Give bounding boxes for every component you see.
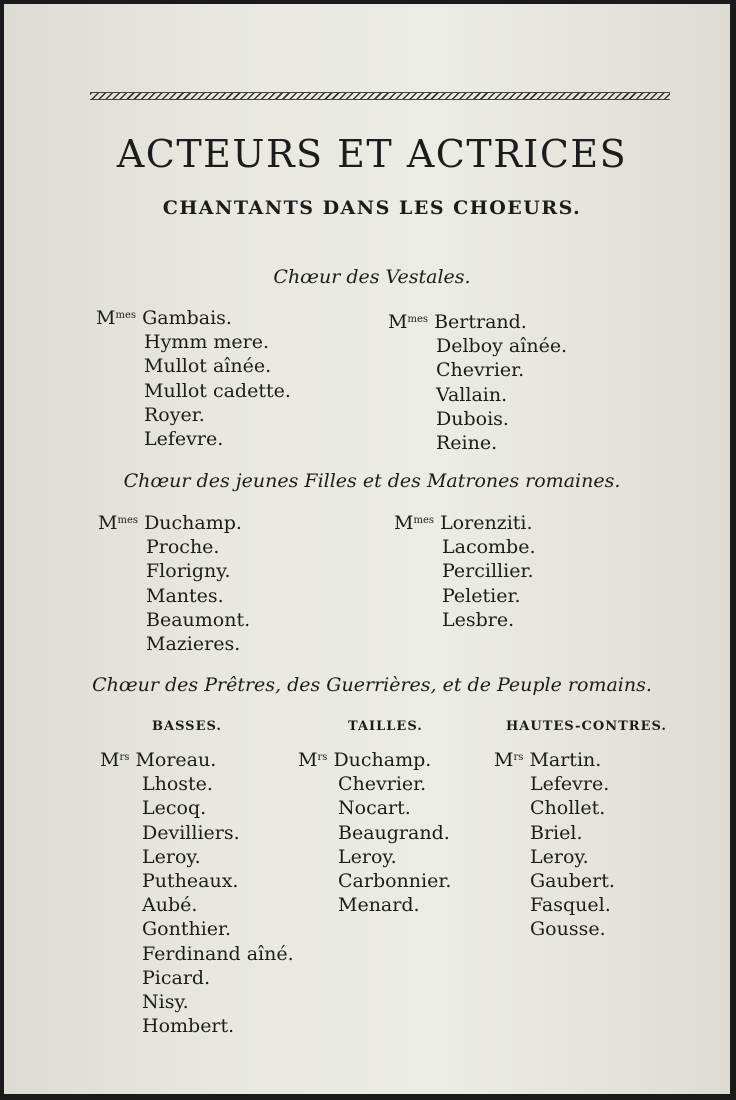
prefix-superscript: rs [317,752,328,763]
section-heading-vestales: Chœur des Vestales. [273,266,471,288]
list-item: Beaugrand. [338,821,450,844]
prefix-label: $M^{mes}$ [388,311,429,333]
basses-column [100,746,294,1038]
name: Lorenziti. [440,512,533,534]
list-item: Devilliers. [142,821,240,844]
list-item: Lesbre. [442,608,515,631]
name: Duchamp. [333,749,432,771]
list-item: Menard. [338,894,420,917]
list-item: Carbonnier. [338,870,452,893]
list-item: Leroy. [530,845,589,868]
prefix-superscript: mes [413,515,435,526]
list-item [100,746,294,772]
list-item: Chevrier. [436,359,525,382]
list-item: Lefevre. [530,773,610,796]
page-subtitle: CHANTANTS DANS LES CHOEURS. [162,197,582,219]
name: Duchamp. [144,512,242,534]
column-title-hautes-contres: HAUTES-CONTRES. [506,719,667,734]
list-item: Nisy. [142,991,189,1014]
list-item: Leroy. [338,845,397,868]
prefix-superscript: rs [513,752,524,763]
list-item [98,509,250,535]
list-item [298,746,451,772]
list-item: Royer. [144,403,205,426]
list-item: Chevrier. [338,773,427,796]
list-item: Hymm mere. [144,331,270,354]
list-item: Putheaux. [142,870,239,893]
list-item: Gousse. [530,918,606,941]
page-title: ACTEURS ET ACTRICES [116,132,628,176]
name: Moreau. [135,749,217,771]
vestales-right-column [388,308,567,455]
list-item: Reine. [436,432,498,455]
list-item: Percillier. [442,560,534,583]
list-item: Mantes. [146,584,224,607]
list-item: Nocart. [338,797,411,820]
list-item: Peletier. [442,584,521,607]
list-item: Proche. [146,536,220,559]
name: Gambais. [142,307,232,329]
list-item: Lacombe. [442,536,536,559]
prefix-superscript: rs [119,752,130,763]
filles-right-column [394,509,536,632]
list-item [494,746,615,772]
prefix-superscript: mes [117,515,139,526]
prefix-superscript: mes [407,314,429,325]
list-item: Lefevre. [144,428,224,451]
list-item: Mullot aînée. [144,355,272,378]
ornamental-rule [90,92,670,100]
list-item: Dubois. [436,407,509,430]
prefix-superscript: mes [115,310,137,321]
list-item: Gaubert. [530,870,615,893]
list-item [96,304,291,330]
vestales-left-column [96,304,291,451]
book-page [4,4,730,1094]
list-item: Picard. [142,966,211,989]
filles-left-column [98,509,250,656]
list-item: Florigny. [146,560,231,583]
prefix-label: $M^{rs}$ [298,749,328,771]
prefix-label: $M^{rs}$ [494,749,524,771]
list-item: Leroy. [142,845,201,868]
list-item: Lecoq. [142,797,207,820]
list-item: Mullot cadette. [144,379,291,402]
list-item: Fasquel. [530,894,611,917]
list-item: Ferdinand aîné. [142,942,294,965]
list-item [388,308,567,334]
tailles-column [298,746,451,917]
section-heading-pretres: Chœur des Prêtres, des Guerrières, et de Peuple romains. [92,674,652,696]
column-title-tailles: TAILLES. [348,719,423,734]
prefix-label: $M^{mes}$ [98,512,139,534]
prefix-label: $M^{mes}$ [394,512,435,534]
column-title-basses: BASSES. [152,719,222,734]
list-item: Mazieres. [146,633,241,656]
name: Bertrand. [434,311,527,333]
prefix-label: $M^{rs}$ [100,749,130,771]
list-item: Gonthier. [142,918,232,941]
list-item: Beaumont. [146,608,251,631]
list-item: Vallain. [436,383,508,406]
list-item: Delboy aînée. [436,335,568,358]
list-item: Briel. [530,821,583,844]
list-item: Lhoste. [142,773,213,796]
list-item: Aubé. [142,894,198,917]
hautes-contres-column [494,746,615,942]
section-heading-filles-matrones: Chœur des jeunes Filles et des Matrones romaines. [123,470,621,492]
list-item: Hombert. [142,1015,235,1038]
name: Martin. [529,749,602,771]
list-item [394,509,536,535]
list-item: Chollet. [530,797,606,820]
prefix-label: $M^{mes}$ [96,307,137,329]
